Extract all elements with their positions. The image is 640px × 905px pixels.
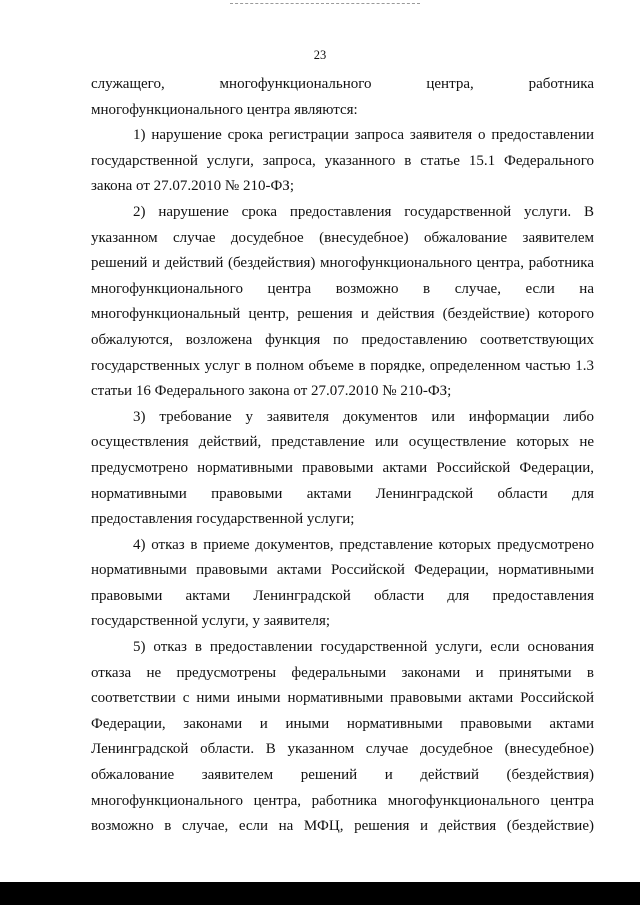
document-body: [91, 72, 594, 840]
scan-bottom-edge: [0, 882, 640, 905]
paragraph-item-2: 2) нарушение срока предоставления государственной услуги. В указанном случае досудебное (внесудебное) обжалование заявителем решений и действий (бездействия) многофункционального центра, работника многофункционального центра возможно в случае, если на многофункциональный центр, решения и действия (бездействие) которого обжалуются, возложена функция по предоставлению соответствующих государственных услуг в полном объеме в порядке, определенном частью 1.3 статьи 16 Федерального закона от 27.07.2010 № 210-ФЗ;: [91, 203, 594, 400]
paragraph-item-1: 1) нарушение срока регистрации запроса заявителя о предоставлении государственной услуги, запроса, указанного в статье 15.1 Федерального закона от 27.07.2010 № 210-ФЗ;: [91, 127, 594, 195]
page-number: 23: [313, 48, 327, 62]
paragraph-item-3: 3) требование у заявителя документов или информации либо осуществления действий, представление или осуществление которых не предусмотрено нормативными правовыми актами Российской Федерации, нормативными правовыми актами Ленинградской области для предоставления государственной услуги;: [91, 408, 594, 528]
paragraph-continuation: служащего, многофункционального центра, работника многофункционального центра являются:: [91, 76, 594, 118]
paragraph-item-4: 4) отказ в приеме документов, представление которых предусмотрено нормативными правовыми актами Российской Федерации, нормативными правовыми актами Ленинградской области для предоставления государственной услуги, у заявителя;: [91, 536, 594, 630]
scan-header-rule: [230, 3, 420, 5]
paragraph-item-5: 5) отказ в предоставлении государственной услуги, если основания отказа не предусмотрены федеральными законами и принятыми в соответствии с ними иными нормативными правовыми актами Российской Федерации, законами и иными нормативными правовыми актами Ленинградской области. В указанном случае досудебное (внесудебное) обжалование заявителем решений и действий (бездействия) многофункционального центра, работника многофункционального центра возможно в случае, если на МФЦ, решения и действия (бездействие): [91, 639, 594, 835]
